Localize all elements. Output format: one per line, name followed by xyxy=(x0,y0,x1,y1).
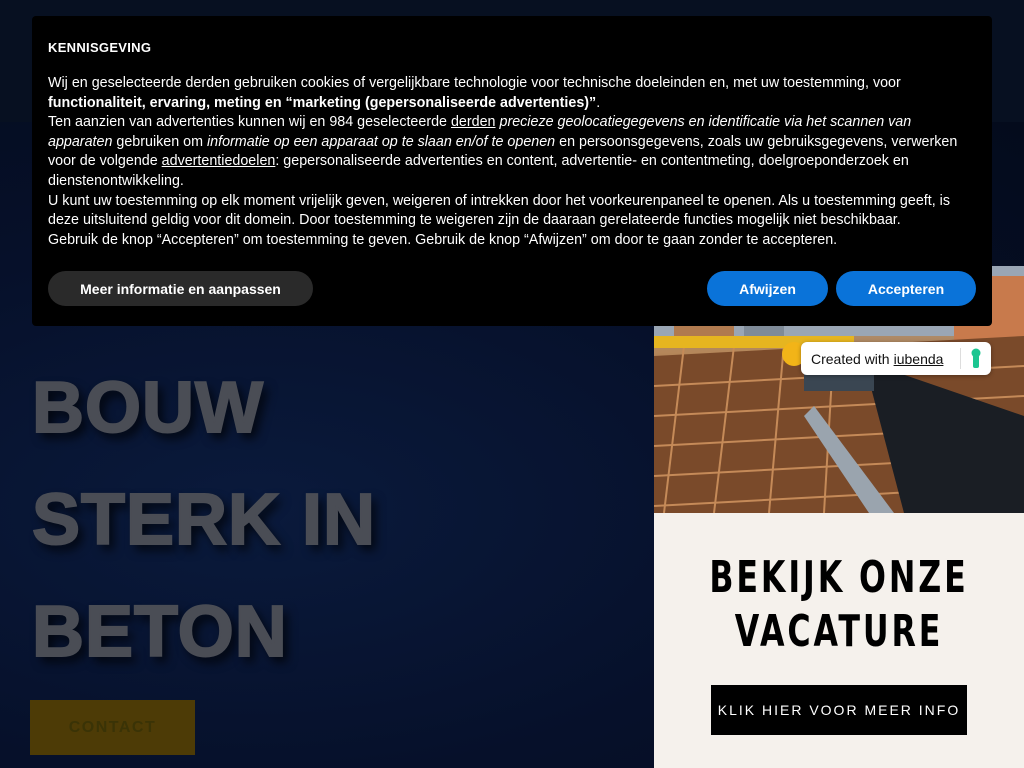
vacancy-title xyxy=(706,551,972,659)
vacancy-card xyxy=(654,513,1024,768)
more-info-customize-button[interactable]: Meer informatie en aanpassen xyxy=(48,271,313,306)
vacancy-title-line-1: BEKIJK ONZE xyxy=(709,552,969,603)
notice-bold-text: functionaliteit, ervaring, meting en “marketing (gepersonaliseerde advertenties)” xyxy=(48,94,597,111)
notice-body xyxy=(48,74,978,250)
iubenda-logo-icon xyxy=(969,348,983,369)
hero-line-1: BOUW xyxy=(32,368,264,448)
contact-button[interactable]: CONTACT xyxy=(30,700,195,755)
iubenda-link[interactable]: iubenda xyxy=(893,350,944,367)
notice-paragraph-4: Gebruik de knop “Accepteren” om toestemming te geven. Gebruik de knop “Afwijzen” om door te gaan zonder te accepteren. xyxy=(48,231,838,248)
more-info-button[interactable]: KLIK HIER VOOR MEER INFO xyxy=(711,685,967,735)
third-parties-link[interactable]: derden xyxy=(450,114,496,131)
notice-text: . xyxy=(596,94,601,111)
notice-paragraph-3: U kunt uw toestemming op elk moment vrijelijk geven, weigeren of intrekken door het voorkeurenpaneel te openen. Als u toestemming geeft, is deze uitsluitend geldig voor dit domein. Door toestemming te weigeren zijn de daaraan gerelateerde functies mogelijk niet beschikbaar. xyxy=(48,192,950,229)
ad-purposes-link[interactable]: advertentiedoelen xyxy=(161,153,276,170)
hero-line-3: BETON xyxy=(32,592,288,672)
notice-text: : gepersonaliseerde advertenties en content, advertentie- en contentmeting, doelgroeponderzoek en dienstenontwikkeling. xyxy=(48,153,909,189)
reject-button[interactable]: Afwijzen xyxy=(707,271,828,306)
notice-text: Wij en geselecteerde derden gebruiken cookies of vergelijkbare technologie voor technische doeleinden en, met uw toestemming, voor xyxy=(48,75,901,91)
vacancy-title-line-2: VACATURE xyxy=(734,606,944,657)
notice-title: KENNISGEVING xyxy=(48,40,152,55)
cookie-notice xyxy=(32,16,992,326)
badge-divider xyxy=(960,348,961,369)
notice-paragraph-2 xyxy=(48,113,978,191)
notice-text: Ten aanzien van advertenties kunnen wij en 984 geselecteerde xyxy=(48,114,451,131)
notice-text: en persoonsgegevens, zoals uw gebruiksgegevens, verwerken voor de volgende xyxy=(48,133,958,170)
badge-prefix: Created with xyxy=(811,350,890,367)
notice-italic-text: informatie op een apparaat op te slaan en/of te openen xyxy=(206,133,556,150)
hero-line-2: STERK IN xyxy=(32,480,377,560)
notice-italic-text: precieze geolocatiegegevens en identificatie via het scannen van apparaten xyxy=(48,114,912,150)
notice-text: gebruiken om xyxy=(112,133,207,150)
notice-paragraph-1 xyxy=(48,74,978,113)
hero-title xyxy=(32,352,592,688)
accept-button[interactable]: Accepteren xyxy=(836,271,976,306)
iubenda-badge[interactable] xyxy=(801,342,991,375)
